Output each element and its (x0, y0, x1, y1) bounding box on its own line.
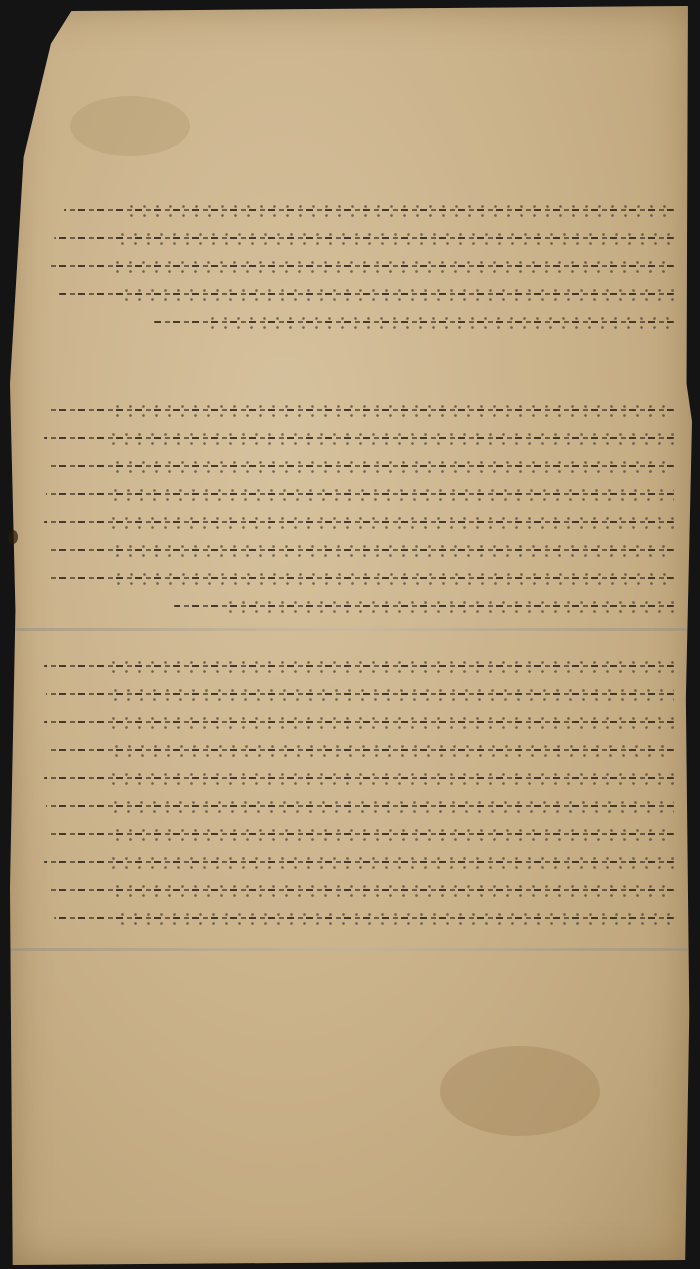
handwritten-line (44, 308, 674, 336)
handwritten-line (44, 564, 674, 592)
handwritten-line (44, 904, 674, 932)
ink-marks (107, 854, 674, 870)
handwritten-line (44, 536, 674, 564)
handwritten-line (44, 224, 674, 252)
ink-marks (120, 286, 674, 302)
ink-marks (116, 230, 674, 246)
ink-marks (107, 514, 674, 530)
handwritten-line (44, 876, 674, 904)
paragraph-2 (44, 396, 674, 620)
handwritten-line (44, 820, 674, 848)
handwritten-line (44, 252, 674, 280)
handwritten-line (44, 736, 674, 764)
ink-marks (107, 770, 674, 786)
ink-marks (110, 742, 674, 758)
ink-marks (109, 486, 674, 502)
paper-stain (440, 1046, 600, 1136)
handwritten-line (44, 480, 674, 508)
paragraph-3 (44, 652, 674, 932)
ink-marks (109, 686, 674, 702)
ink-marks (206, 314, 674, 330)
handwritten-line (44, 680, 674, 708)
handwritten-line (44, 764, 674, 792)
ink-marks (111, 258, 674, 274)
ink-marks (107, 714, 674, 730)
handwritten-line (44, 452, 674, 480)
handwritten-line (44, 848, 674, 876)
paragraph-1 (44, 196, 674, 336)
handwritten-line (44, 508, 674, 536)
handwritten-line (44, 652, 674, 680)
handwritten-line (44, 280, 674, 308)
handwritten-line (44, 708, 674, 736)
ink-marks (111, 882, 674, 898)
ink-marks (111, 826, 674, 842)
ink-marks (112, 570, 674, 586)
fold-crease (10, 628, 692, 631)
ink-marks (111, 458, 674, 474)
ink-blot (8, 530, 18, 544)
handwritten-line (44, 792, 674, 820)
handwritten-line (44, 196, 674, 224)
handwritten-line (44, 592, 674, 620)
ink-marks (224, 598, 674, 614)
ink-marks (109, 798, 674, 814)
ink-marks (111, 542, 674, 558)
ink-marks (125, 202, 674, 218)
manuscript-page (10, 6, 692, 1265)
ink-marks (111, 402, 674, 418)
ink-marks (116, 910, 674, 926)
handwritten-line (44, 396, 674, 424)
handwritten-line (44, 424, 674, 452)
fold-crease (10, 948, 692, 951)
paper-stain (70, 96, 190, 156)
ink-marks (107, 430, 674, 446)
ink-marks (107, 658, 674, 674)
